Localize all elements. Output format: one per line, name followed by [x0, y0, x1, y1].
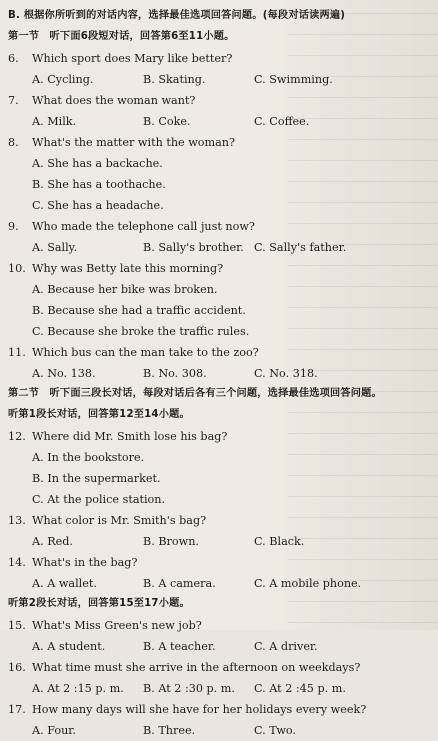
- option-a[interactable]: A. Because her bike was broken.: [32, 282, 218, 296]
- option-c[interactable]: C. At the police station.: [32, 492, 166, 506]
- option-b[interactable]: B. Coke.: [143, 114, 191, 128]
- question-9: [8, 216, 434, 237]
- option-b[interactable]: B. Three.: [143, 723, 196, 737]
- question-10: [8, 258, 434, 279]
- question-13: [8, 510, 434, 531]
- option-b[interactable]: B. Brown.: [143, 534, 199, 548]
- options-6: [8, 69, 434, 90]
- options-9: [8, 237, 434, 258]
- option-a[interactable]: A. Red.: [32, 534, 73, 548]
- question-number: 17.: [8, 702, 26, 716]
- options-15: [8, 636, 434, 657]
- option-c[interactable]: C. Two.: [254, 723, 297, 737]
- option-a[interactable]: A. Cycling.: [32, 72, 94, 86]
- question-number: 11.: [8, 345, 26, 359]
- question-text: What's the matter with the woman?: [32, 135, 235, 149]
- section-b-header: B. 根据你所听到的对话内容，选择最佳选项回答问题。(每段对话读两遍): [8, 10, 346, 22]
- option-c[interactable]: C. Sally's father.: [254, 240, 347, 254]
- question-text: What's in the bag?: [32, 555, 138, 569]
- question-text: Which bus can the man take to the zoo?: [32, 345, 259, 359]
- question-16: [8, 657, 434, 678]
- question-number: 14.: [8, 555, 26, 569]
- question-text: What time must she arrive in the afternoon on weekdays?: [32, 660, 361, 674]
- question-number: 15.: [8, 618, 26, 632]
- option-b[interactable]: B. A teacher.: [143, 639, 216, 653]
- option-c[interactable]: C. Coffee.: [254, 114, 310, 128]
- option-a[interactable]: A. A student.: [32, 639, 106, 653]
- option-c[interactable]: C. A driver.: [254, 639, 318, 653]
- option-a[interactable]: A. A wallet.: [32, 576, 97, 590]
- listening-section-b: [8, 6, 434, 741]
- question-number: 9.: [8, 219, 19, 233]
- option-a[interactable]: A. No. 138.: [32, 366, 96, 380]
- option-c[interactable]: C. Black.: [254, 534, 305, 548]
- question-text: Which sport does Mary like better?: [32, 51, 233, 65]
- question-8: [8, 132, 434, 153]
- question-11: [8, 342, 434, 363]
- question-number: 10.: [8, 261, 26, 275]
- option-c[interactable]: C. No. 318.: [254, 366, 318, 380]
- options-14: [8, 573, 434, 594]
- part1-header: 第一节 听下面6段短对话，回答第6至11小题。: [8, 31, 235, 43]
- option-b[interactable]: B. At 2 :30 p. m.: [143, 681, 235, 695]
- question-text: Who made the telephone call just now?: [32, 219, 255, 233]
- option-c[interactable]: C. A mobile phone.: [254, 576, 362, 590]
- question-14: [8, 552, 434, 573]
- question-7: [8, 90, 434, 111]
- options-16: [8, 678, 434, 699]
- question-number: 8.: [8, 135, 19, 149]
- option-b[interactable]: B. No. 308.: [143, 366, 207, 380]
- question-number: 12.: [8, 429, 26, 443]
- dialog1-header: 听第1段长对话，回答第12至14小题。: [8, 409, 190, 421]
- question-text: Why was Betty late this morning?: [32, 261, 224, 275]
- dialog2-header: 听第2段长对话，回答第15至17小题。: [8, 598, 190, 610]
- option-c[interactable]: C. Because she broke the traffic rules.: [32, 324, 250, 338]
- question-text: What color is Mr. Smith's bag?: [32, 513, 207, 527]
- option-a[interactable]: A. Sally.: [32, 240, 78, 254]
- question-12: [8, 426, 434, 447]
- question-number: 16.: [8, 660, 26, 674]
- question-15: [8, 615, 434, 636]
- option-a[interactable]: A. Milk.: [32, 114, 77, 128]
- options-17: [8, 720, 434, 741]
- option-b[interactable]: B. In the supermarket.: [32, 471, 161, 485]
- option-c[interactable]: C. Swimming.: [254, 72, 333, 86]
- option-c[interactable]: C. She has a headache.: [32, 198, 164, 212]
- options-7: [8, 111, 434, 132]
- options-13: [8, 531, 434, 552]
- question-number: 7.: [8, 93, 19, 107]
- question-text: What does the woman want?: [32, 93, 196, 107]
- options-11: [8, 363, 434, 384]
- option-a[interactable]: A. At 2 :15 p. m.: [32, 681, 124, 695]
- question-text: Where did Mr. Smith lose his bag?: [32, 429, 228, 443]
- option-b[interactable]: B. Skating.: [143, 72, 206, 86]
- question-number: 6.: [8, 51, 19, 65]
- question-6: [8, 48, 434, 69]
- option-b[interactable]: B. Sally's brother.: [143, 240, 244, 254]
- option-b[interactable]: B. Because she had a traffic accident.: [32, 303, 246, 317]
- question-number: 13.: [8, 513, 26, 527]
- question-17: [8, 699, 434, 720]
- option-a[interactable]: A. Four.: [32, 723, 76, 737]
- question-text: What's Miss Green's new job?: [32, 618, 202, 632]
- option-c[interactable]: C. At 2 :45 p. m.: [254, 681, 346, 695]
- option-b[interactable]: B. She has a toothache.: [32, 177, 166, 191]
- option-b[interactable]: B. A camera.: [143, 576, 216, 590]
- part2-header: 第二节 听下面三段长对话，每段对话后各有三个问题，选择最佳选项回答问题。: [8, 388, 382, 400]
- option-a[interactable]: A. In the bookstore.: [32, 450, 145, 464]
- question-text: How many days will she have for her holidays every week?: [32, 702, 367, 716]
- option-a[interactable]: A. She has a backache.: [32, 156, 163, 170]
